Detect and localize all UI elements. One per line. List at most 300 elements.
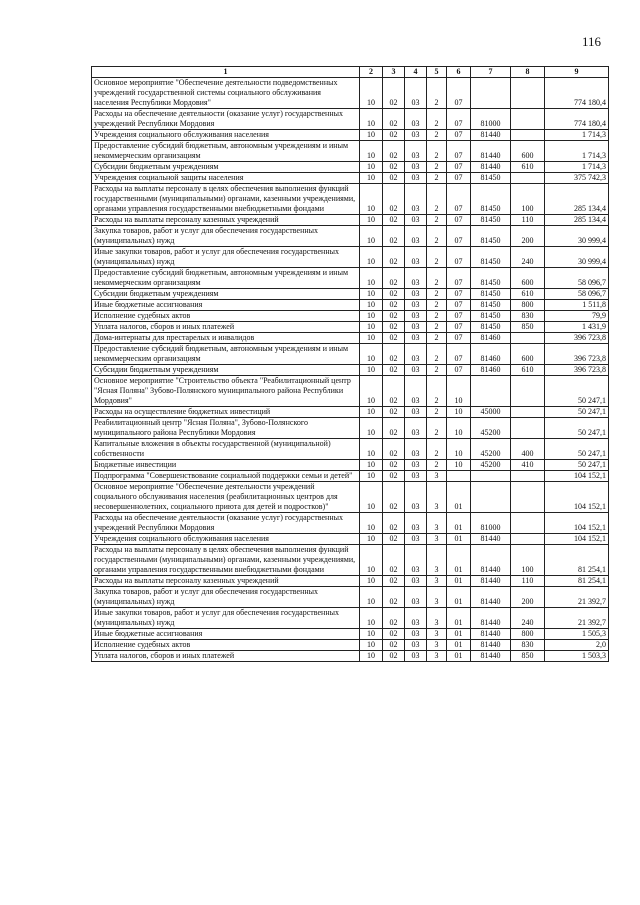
row-name-cell: Подпрограмма "Совершенствование социальной поддержки семьи и детей" bbox=[92, 471, 360, 482]
row-code-cell: 03 bbox=[405, 226, 427, 247]
row-code-cell: 81440 bbox=[471, 587, 511, 608]
row-code-cell: 07 bbox=[447, 289, 471, 300]
row-code-cell: 02 bbox=[383, 587, 405, 608]
row-code-cell: 03 bbox=[405, 439, 427, 460]
row-code-cell: 03 bbox=[405, 333, 427, 344]
row-code-cell: 81450 bbox=[471, 289, 511, 300]
row-code-cell: 10 bbox=[360, 184, 383, 215]
row-code-cell: 03 bbox=[405, 513, 427, 534]
budget-table bbox=[91, 66, 609, 662]
row-code-cell: 81440 bbox=[471, 534, 511, 545]
row-code-cell: 03 bbox=[405, 407, 427, 418]
row-code-cell: 100 bbox=[511, 545, 545, 576]
row-amount-cell: 396 723,8 bbox=[545, 365, 609, 376]
row-amount-cell: 81 254,1 bbox=[545, 576, 609, 587]
row-code-cell: 200 bbox=[511, 587, 545, 608]
row-code-cell: 02 bbox=[383, 268, 405, 289]
row-amount-cell: 50 247,1 bbox=[545, 460, 609, 471]
row-code-cell: 45200 bbox=[471, 460, 511, 471]
row-code-cell: 01 bbox=[447, 545, 471, 576]
row-name-cell: Субсидии бюджетным учреждениям bbox=[92, 365, 360, 376]
row-code-cell: 10 bbox=[447, 439, 471, 460]
table-row bbox=[92, 141, 609, 162]
row-amount-cell: 1 714,3 bbox=[545, 141, 609, 162]
row-name-cell: Иные бюджетные ассигнования bbox=[92, 629, 360, 640]
row-name-cell: Капитальные вложения в объекты государственной (муниципальной) собственности bbox=[92, 439, 360, 460]
row-code-cell: 830 bbox=[511, 640, 545, 651]
row-code-cell: 10 bbox=[360, 289, 383, 300]
row-code-cell: 02 bbox=[383, 109, 405, 130]
table-row bbox=[92, 333, 609, 344]
row-code-cell: 81450 bbox=[471, 322, 511, 333]
row-code-cell: 10 bbox=[360, 300, 383, 311]
row-code-cell: 81460 bbox=[471, 333, 511, 344]
row-code-cell: 02 bbox=[383, 439, 405, 460]
table-row bbox=[92, 407, 609, 418]
row-code-cell: 2 bbox=[427, 300, 447, 311]
row-code-cell bbox=[511, 109, 545, 130]
row-code-cell: 81450 bbox=[471, 268, 511, 289]
row-amount-cell: 50 247,1 bbox=[545, 439, 609, 460]
row-code-cell: 02 bbox=[383, 289, 405, 300]
table-row bbox=[92, 268, 609, 289]
row-code-cell: 610 bbox=[511, 162, 545, 173]
row-code-cell: 02 bbox=[383, 344, 405, 365]
row-code-cell: 830 bbox=[511, 311, 545, 322]
row-code-cell: 01 bbox=[447, 629, 471, 640]
row-code-cell: 3 bbox=[427, 545, 447, 576]
row-code-cell: 01 bbox=[447, 513, 471, 534]
table-row bbox=[92, 587, 609, 608]
row-code-cell: 2 bbox=[427, 311, 447, 322]
row-code-cell bbox=[511, 333, 545, 344]
row-code-cell: 240 bbox=[511, 608, 545, 629]
row-code-cell: 3 bbox=[427, 471, 447, 482]
row-amount-cell: 30 999,4 bbox=[545, 247, 609, 268]
row-code-cell: 240 bbox=[511, 247, 545, 268]
row-code-cell bbox=[447, 471, 471, 482]
table-row bbox=[92, 513, 609, 534]
row-code-cell bbox=[511, 418, 545, 439]
row-code-cell bbox=[511, 534, 545, 545]
table-header-row bbox=[92, 67, 609, 78]
row-name-cell: Расходы на выплаты персоналу казенных учреждений bbox=[92, 215, 360, 226]
row-code-cell: 03 bbox=[405, 141, 427, 162]
row-code-cell: 10 bbox=[360, 407, 383, 418]
row-code-cell: 81450 bbox=[471, 173, 511, 184]
row-code-cell: 07 bbox=[447, 300, 471, 311]
row-name-cell: Расходы на выплаты персоналу в целях обеспечения выполнения функций государственными (муниципальными) органами, казенными учреждениями, органами управления государственными внебюджетными фондами bbox=[92, 545, 360, 576]
row-code-cell: 02 bbox=[383, 173, 405, 184]
row-code-cell: 410 bbox=[511, 460, 545, 471]
row-code-cell: 01 bbox=[447, 640, 471, 651]
row-code-cell: 07 bbox=[447, 311, 471, 322]
row-code-cell: 03 bbox=[405, 162, 427, 173]
row-code-cell: 800 bbox=[511, 300, 545, 311]
row-name-cell: Предоставление субсидий бюджетным, автономным учреждениям и иным некоммерческим организациям bbox=[92, 141, 360, 162]
row-code-cell: 03 bbox=[405, 247, 427, 268]
row-code-cell: 03 bbox=[405, 300, 427, 311]
row-amount-cell: 1 431,9 bbox=[545, 322, 609, 333]
row-amount-cell: 50 247,1 bbox=[545, 376, 609, 407]
column-header: 8 bbox=[511, 67, 545, 78]
row-code-cell: 03 bbox=[405, 482, 427, 513]
row-code-cell: 10 bbox=[360, 587, 383, 608]
table-row bbox=[92, 576, 609, 587]
row-code-cell: 02 bbox=[383, 471, 405, 482]
row-code-cell: 02 bbox=[383, 407, 405, 418]
row-name-cell: Закупка товаров, работ и услуг для обеспечения государственных (муниципальных) нужд bbox=[92, 587, 360, 608]
row-amount-cell: 21 392,7 bbox=[545, 587, 609, 608]
row-amount-cell: 1 714,3 bbox=[545, 162, 609, 173]
row-name-cell: Иные закупки товаров, работ и услуг для обеспечения государственных (муниципальных) нужд bbox=[92, 608, 360, 629]
row-code-cell bbox=[471, 482, 511, 513]
row-code-cell bbox=[511, 471, 545, 482]
row-code-cell: 81440 bbox=[471, 545, 511, 576]
row-code-cell: 10 bbox=[360, 141, 383, 162]
row-code-cell: 03 bbox=[405, 418, 427, 439]
row-code-cell: 2 bbox=[427, 289, 447, 300]
row-code-cell bbox=[511, 407, 545, 418]
row-code-cell: 10 bbox=[360, 513, 383, 534]
row-code-cell: 07 bbox=[447, 226, 471, 247]
row-code-cell: 400 bbox=[511, 439, 545, 460]
row-code-cell: 10 bbox=[447, 460, 471, 471]
row-code-cell: 03 bbox=[405, 109, 427, 130]
row-code-cell: 610 bbox=[511, 289, 545, 300]
row-code-cell: 2 bbox=[427, 141, 447, 162]
table-row bbox=[92, 184, 609, 215]
row-code-cell bbox=[471, 376, 511, 407]
row-code-cell: 81440 bbox=[471, 640, 511, 651]
row-code-cell: 2 bbox=[427, 109, 447, 130]
row-code-cell: 10 bbox=[360, 534, 383, 545]
table-row bbox=[92, 365, 609, 376]
row-code-cell: 03 bbox=[405, 215, 427, 226]
row-code-cell: 2 bbox=[427, 162, 447, 173]
row-code-cell: 2 bbox=[427, 226, 447, 247]
row-code-cell: 10 bbox=[360, 482, 383, 513]
table-row bbox=[92, 215, 609, 226]
row-code-cell: 03 bbox=[405, 587, 427, 608]
row-code-cell: 3 bbox=[427, 608, 447, 629]
row-amount-cell: 396 723,8 bbox=[545, 344, 609, 365]
row-code-cell: 01 bbox=[447, 576, 471, 587]
row-name-cell: Предоставление субсидий бюджетным, автономным учреждениям и иным некоммерческим организациям bbox=[92, 268, 360, 289]
row-code-cell: 02 bbox=[383, 651, 405, 662]
row-code-cell: 02 bbox=[383, 162, 405, 173]
row-code-cell: 03 bbox=[405, 344, 427, 365]
row-code-cell: 81450 bbox=[471, 226, 511, 247]
row-code-cell: 02 bbox=[383, 513, 405, 534]
row-code-cell: 07 bbox=[447, 333, 471, 344]
table-row bbox=[92, 651, 609, 662]
row-name-cell: Дома-интернаты для престарелых и инвалидов bbox=[92, 333, 360, 344]
row-code-cell: 10 bbox=[360, 471, 383, 482]
row-code-cell: 07 bbox=[447, 268, 471, 289]
row-code-cell: 03 bbox=[405, 289, 427, 300]
row-code-cell: 02 bbox=[383, 130, 405, 141]
column-header: 5 bbox=[427, 67, 447, 78]
row-code-cell: 10 bbox=[360, 268, 383, 289]
row-code-cell: 800 bbox=[511, 629, 545, 640]
row-code-cell: 2 bbox=[427, 247, 447, 268]
row-code-cell: 2 bbox=[427, 418, 447, 439]
row-code-cell: 01 bbox=[447, 482, 471, 513]
row-code-cell: 10 bbox=[360, 333, 383, 344]
row-code-cell: 03 bbox=[405, 78, 427, 109]
row-name-cell: Уплата налогов, сборов и иных платежей bbox=[92, 322, 360, 333]
row-code-cell: 07 bbox=[447, 184, 471, 215]
table-row bbox=[92, 109, 609, 130]
row-name-cell: Иные закупки товаров, работ и услуг для обеспечения государственных (муниципальных) нужд bbox=[92, 247, 360, 268]
row-code-cell: 03 bbox=[405, 173, 427, 184]
row-name-cell: Исполнение судебных актов bbox=[92, 311, 360, 322]
row-name-cell: Основное мероприятие "Строительство объекта "Реабилитационный центр "Ясная Поляна" Зубово-Полянского муниципального района Республики Мордовия" bbox=[92, 376, 360, 407]
row-code-cell: 2 bbox=[427, 376, 447, 407]
table-row bbox=[92, 247, 609, 268]
row-code-cell: 2 bbox=[427, 365, 447, 376]
row-code-cell: 02 bbox=[383, 141, 405, 162]
table-row bbox=[92, 460, 609, 471]
row-code-cell: 02 bbox=[383, 534, 405, 545]
row-code-cell bbox=[471, 78, 511, 109]
row-code-cell: 07 bbox=[447, 344, 471, 365]
row-code-cell: 02 bbox=[383, 629, 405, 640]
row-name-cell: Учреждения социального обслуживания населения bbox=[92, 130, 360, 141]
row-code-cell: 600 bbox=[511, 268, 545, 289]
table-row bbox=[92, 471, 609, 482]
row-code-cell: 07 bbox=[447, 141, 471, 162]
row-code-cell: 03 bbox=[405, 184, 427, 215]
row-code-cell bbox=[471, 471, 511, 482]
column-header: 4 bbox=[405, 67, 427, 78]
row-code-cell: 10 bbox=[360, 640, 383, 651]
table-row bbox=[92, 534, 609, 545]
row-code-cell: 03 bbox=[405, 268, 427, 289]
row-code-cell: 81440 bbox=[471, 130, 511, 141]
row-code-cell: 10 bbox=[360, 215, 383, 226]
row-amount-cell: 104 152,1 bbox=[545, 471, 609, 482]
row-code-cell: 02 bbox=[383, 322, 405, 333]
row-code-cell: 02 bbox=[383, 482, 405, 513]
row-amount-cell: 774 180,4 bbox=[545, 109, 609, 130]
row-code-cell: 81440 bbox=[471, 629, 511, 640]
row-code-cell: 10 bbox=[360, 629, 383, 640]
table-row bbox=[92, 344, 609, 365]
row-code-cell: 01 bbox=[447, 608, 471, 629]
row-code-cell: 07 bbox=[447, 215, 471, 226]
row-code-cell: 81440 bbox=[471, 576, 511, 587]
row-code-cell: 07 bbox=[447, 109, 471, 130]
table-row bbox=[92, 640, 609, 651]
table-row bbox=[92, 162, 609, 173]
row-code-cell: 10 bbox=[360, 226, 383, 247]
row-amount-cell: 21 392,7 bbox=[545, 608, 609, 629]
row-name-cell: Субсидии бюджетным учреждениям bbox=[92, 162, 360, 173]
table-row bbox=[92, 78, 609, 109]
row-code-cell: 110 bbox=[511, 215, 545, 226]
table-row bbox=[92, 608, 609, 629]
row-code-cell: 03 bbox=[405, 629, 427, 640]
row-code-cell: 81440 bbox=[471, 608, 511, 629]
row-amount-cell: 58 096,7 bbox=[545, 268, 609, 289]
column-header: 1 bbox=[92, 67, 360, 78]
row-code-cell: 100 bbox=[511, 184, 545, 215]
row-name-cell: Субсидии бюджетным учреждениям bbox=[92, 289, 360, 300]
table-row bbox=[92, 311, 609, 322]
table-row bbox=[92, 289, 609, 300]
row-code-cell: 07 bbox=[447, 162, 471, 173]
row-code-cell: 02 bbox=[383, 545, 405, 576]
row-name-cell: Реабилитационный центр "Ясная Поляна", Зубово-Полянского муниципального района Республики Мордовия bbox=[92, 418, 360, 439]
row-name-cell: Основное мероприятие "Обеспечение деятельности подведомственных учреждений государственной системы социального обслуживания населения Республики Мордовия" bbox=[92, 78, 360, 109]
row-amount-cell: 375 742,3 bbox=[545, 173, 609, 184]
row-code-cell: 10 bbox=[360, 576, 383, 587]
row-code-cell: 81460 bbox=[471, 344, 511, 365]
row-code-cell: 81450 bbox=[471, 215, 511, 226]
row-code-cell: 03 bbox=[405, 534, 427, 545]
column-header: 2 bbox=[360, 67, 383, 78]
row-code-cell: 03 bbox=[405, 471, 427, 482]
row-code-cell: 81460 bbox=[471, 365, 511, 376]
row-name-cell: Предоставление субсидий бюджетным, автономным учреждениям и иным некоммерческим организациям bbox=[92, 344, 360, 365]
row-name-cell: Исполнение судебных актов bbox=[92, 640, 360, 651]
row-code-cell: 01 bbox=[447, 534, 471, 545]
row-code-cell bbox=[511, 482, 545, 513]
table-row bbox=[92, 439, 609, 460]
row-code-cell: 10 bbox=[360, 365, 383, 376]
row-code-cell: 10 bbox=[360, 545, 383, 576]
row-code-cell: 3 bbox=[427, 534, 447, 545]
row-amount-cell: 1 503,3 bbox=[545, 651, 609, 662]
row-amount-cell: 1 511,8 bbox=[545, 300, 609, 311]
row-code-cell: 02 bbox=[383, 215, 405, 226]
row-code-cell: 3 bbox=[427, 587, 447, 608]
row-code-cell: 07 bbox=[447, 130, 471, 141]
row-code-cell: 03 bbox=[405, 460, 427, 471]
row-code-cell: 03 bbox=[405, 365, 427, 376]
table-row bbox=[92, 482, 609, 513]
row-code-cell: 3 bbox=[427, 640, 447, 651]
row-code-cell: 02 bbox=[383, 333, 405, 344]
row-code-cell: 2 bbox=[427, 333, 447, 344]
row-code-cell: 03 bbox=[405, 651, 427, 662]
row-code-cell: 81450 bbox=[471, 300, 511, 311]
row-code-cell: 10 bbox=[360, 439, 383, 460]
row-code-cell: 3 bbox=[427, 513, 447, 534]
row-code-cell: 3 bbox=[427, 629, 447, 640]
row-name-cell: Учреждения социального обслуживания населения bbox=[92, 534, 360, 545]
row-code-cell: 02 bbox=[383, 184, 405, 215]
row-code-cell: 01 bbox=[447, 651, 471, 662]
row-code-cell bbox=[511, 376, 545, 407]
row-code-cell: 03 bbox=[405, 640, 427, 651]
row-name-cell: Бюджетные инвестиции bbox=[92, 460, 360, 471]
row-name-cell: Уплата налогов, сборов и иных платежей bbox=[92, 651, 360, 662]
row-code-cell: 10 bbox=[360, 173, 383, 184]
row-code-cell: 02 bbox=[383, 376, 405, 407]
row-name-cell: Учреждения социальной защиты населения bbox=[92, 173, 360, 184]
row-code-cell: 03 bbox=[405, 311, 427, 322]
row-name-cell: Расходы на обеспечение деятельности (оказание услуг) государственных учреждений Республики Мордовия bbox=[92, 513, 360, 534]
table-row bbox=[92, 322, 609, 333]
row-amount-cell: 81 254,1 bbox=[545, 545, 609, 576]
row-code-cell: 07 bbox=[447, 322, 471, 333]
row-code-cell bbox=[511, 130, 545, 141]
row-amount-cell: 58 096,7 bbox=[545, 289, 609, 300]
table-row bbox=[92, 376, 609, 407]
column-header: 9 bbox=[545, 67, 609, 78]
row-code-cell: 81440 bbox=[471, 141, 511, 162]
row-code-cell: 3 bbox=[427, 651, 447, 662]
row-code-cell: 81440 bbox=[471, 162, 511, 173]
row-code-cell: 2 bbox=[427, 184, 447, 215]
row-name-cell: Расходы на обеспечение деятельности (оказание услуг) государственных учреждений Республики Мордовия bbox=[92, 109, 360, 130]
row-code-cell: 01 bbox=[447, 587, 471, 608]
row-amount-cell: 50 247,1 bbox=[545, 418, 609, 439]
row-amount-cell: 396 723,8 bbox=[545, 333, 609, 344]
row-amount-cell: 30 999,4 bbox=[545, 226, 609, 247]
row-code-cell: 81440 bbox=[471, 651, 511, 662]
row-code-cell: 45000 bbox=[471, 407, 511, 418]
row-code-cell: 2 bbox=[427, 130, 447, 141]
row-amount-cell: 104 152,1 bbox=[545, 482, 609, 513]
row-code-cell: 850 bbox=[511, 651, 545, 662]
table-row bbox=[92, 629, 609, 640]
table-body bbox=[92, 78, 609, 662]
row-name-cell: Расходы на осуществление бюджетных инвестиций bbox=[92, 407, 360, 418]
row-code-cell: 02 bbox=[383, 78, 405, 109]
row-code-cell: 2 bbox=[427, 173, 447, 184]
row-code-cell: 2 bbox=[427, 344, 447, 365]
row-code-cell: 10 bbox=[360, 460, 383, 471]
row-code-cell: 10 bbox=[360, 608, 383, 629]
row-code-cell: 2 bbox=[427, 78, 447, 109]
row-amount-cell: 104 152,1 bbox=[545, 513, 609, 534]
row-code-cell: 10 bbox=[360, 311, 383, 322]
row-amount-cell: 104 152,1 bbox=[545, 534, 609, 545]
column-header: 3 bbox=[383, 67, 405, 78]
row-code-cell: 10 bbox=[447, 418, 471, 439]
row-code-cell: 03 bbox=[405, 545, 427, 576]
row-code-cell: 600 bbox=[511, 344, 545, 365]
row-code-cell: 10 bbox=[360, 344, 383, 365]
row-code-cell: 10 bbox=[360, 130, 383, 141]
row-code-cell: 81000 bbox=[471, 109, 511, 130]
row-amount-cell: 285 134,4 bbox=[545, 215, 609, 226]
row-code-cell: 07 bbox=[447, 365, 471, 376]
row-name-cell: Основное мероприятие "Обеспечение деятельности учреждений социального обслуживания населения (реабилитационных центров для несовершеннолетних, социального приюта для детей и подростков)" bbox=[92, 482, 360, 513]
row-code-cell: 10 bbox=[360, 162, 383, 173]
row-amount-cell: 79,9 bbox=[545, 311, 609, 322]
row-code-cell: 81000 bbox=[471, 513, 511, 534]
row-code-cell: 03 bbox=[405, 322, 427, 333]
row-amount-cell: 774 180,4 bbox=[545, 78, 609, 109]
row-name-cell: Расходы на выплаты персоналу казенных учреждений bbox=[92, 576, 360, 587]
row-code-cell: 10 bbox=[360, 651, 383, 662]
row-code-cell: 2 bbox=[427, 268, 447, 289]
row-code-cell: 03 bbox=[405, 376, 427, 407]
row-code-cell: 600 bbox=[511, 141, 545, 162]
row-code-cell: 2 bbox=[427, 460, 447, 471]
row-code-cell: 81450 bbox=[471, 184, 511, 215]
row-amount-cell: 2,0 bbox=[545, 640, 609, 651]
row-code-cell: 10 bbox=[360, 247, 383, 268]
row-code-cell: 03 bbox=[405, 130, 427, 141]
table-row bbox=[92, 418, 609, 439]
row-code-cell: 3 bbox=[427, 482, 447, 513]
